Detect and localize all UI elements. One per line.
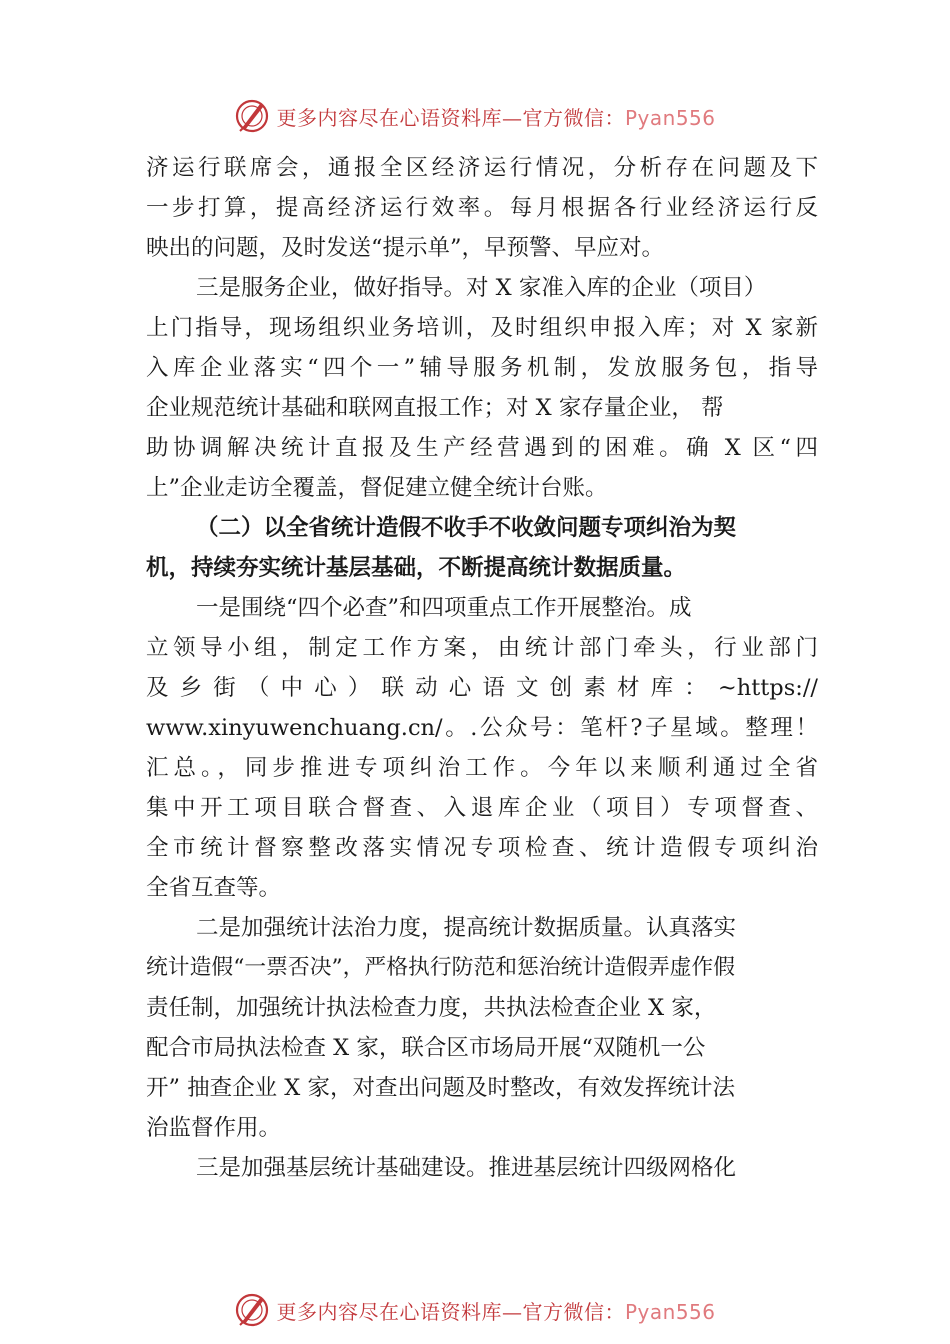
paragraph-first-line: 三是加强基层统计基础建设。推进基层统计四级网格化: [196, 1155, 737, 1181]
banner-label: 更多内容尽在心语资料库—官方微信：: [276, 1299, 625, 1324]
section-heading: （二）以全省统计造假不收手不收敛问题专项纠治为契: [196, 515, 737, 541]
body-line: 全省互查等。: [146, 875, 282, 901]
banner-text: [276, 1296, 715, 1325]
body-line: 入库企业落实“四个一”辅导服务机制，发放服务包，指导: [146, 355, 818, 381]
section-heading-cont: 机，持续夯实统计基层基础，不断提高统计数据质量。: [146, 555, 687, 581]
footer-banner: [0, 1290, 950, 1330]
body-line: 上门指导，现场组织业务培训，及时组织申报入库；对 X 家新: [146, 315, 818, 341]
paragraph-first-line: 三是服务企业，做好指导。对 X 家准入库的企业（项目）: [196, 275, 767, 301]
body-line: 治监督作用。: [146, 1115, 282, 1141]
body-line: 企业规范统计基础和联网直报工作；对 X 家存量企业， 帮: [146, 395, 724, 421]
body-line: 一步打算，提高经济运行效率。每月根据各行业经济运行反: [146, 195, 818, 221]
body-line: 上”企业走访全覆盖，督促建立健全统计台账。: [146, 475, 608, 501]
body-line: 立领导小组，制定工作方案，由统计部门牵头，行业部门: [146, 635, 818, 661]
body-line: 集中开工项目联合督查、入退库企业（项目）专项督查、: [146, 795, 818, 821]
quill-seal-logo-icon: [234, 98, 270, 134]
wechat-account: Pyan556: [624, 105, 716, 130]
body-line: www.xinyuwenchuang.cn/。.公众号：笔杆?子星域。整理！: [146, 715, 818, 741]
quill-seal-logo-icon: [234, 1292, 270, 1328]
body-line: 全市统计督察整改落实情况专项检查、统计造假专项纠治: [146, 835, 818, 861]
body-line: 助协调解决统计直报及生产经营遇到的困难。确 X 区“四: [146, 435, 818, 461]
wechat-account: Pyan556: [624, 1299, 716, 1324]
body-line: 映出的问题，及时发送“提示单”，早预警、早应对。: [146, 235, 665, 261]
body-line: 汇总。，同步推进专项纠治工作。今年以来顺利通过全省: [146, 755, 818, 781]
banner-label: 更多内容尽在心语资料库—官方微信：: [276, 105, 625, 130]
header-banner: [0, 96, 950, 136]
paragraph-first-line: 一是围绕“四个必查”和四项重点工作开展整治。成: [196, 595, 692, 621]
banner-text: [276, 102, 715, 131]
body-line: 统计造假“一票否决”，严格执行防范和惩治统计造假弄虚作假: [146, 955, 736, 980]
body-line: 及乡街（中心）联动心语文创素材库：~https://: [146, 675, 818, 701]
body-line: 责任制，加强统计执法检查力度，共执法检查企业 X 家，: [146, 995, 717, 1021]
body-line: 配合市局执法检查 X 家，联合区市场局开展“双随机一公: [146, 1035, 706, 1061]
paragraph-first-line: 二是加强统计法治力度，提高统计数据质量。认真落实: [196, 915, 737, 941]
body-line: 开” 抽查企业 X 家，对查出问题及时整改，有效发挥统计法: [146, 1075, 735, 1101]
body-line: 济运行联席会，通报全区经济运行情况，分析存在问题及下: [146, 155, 818, 181]
